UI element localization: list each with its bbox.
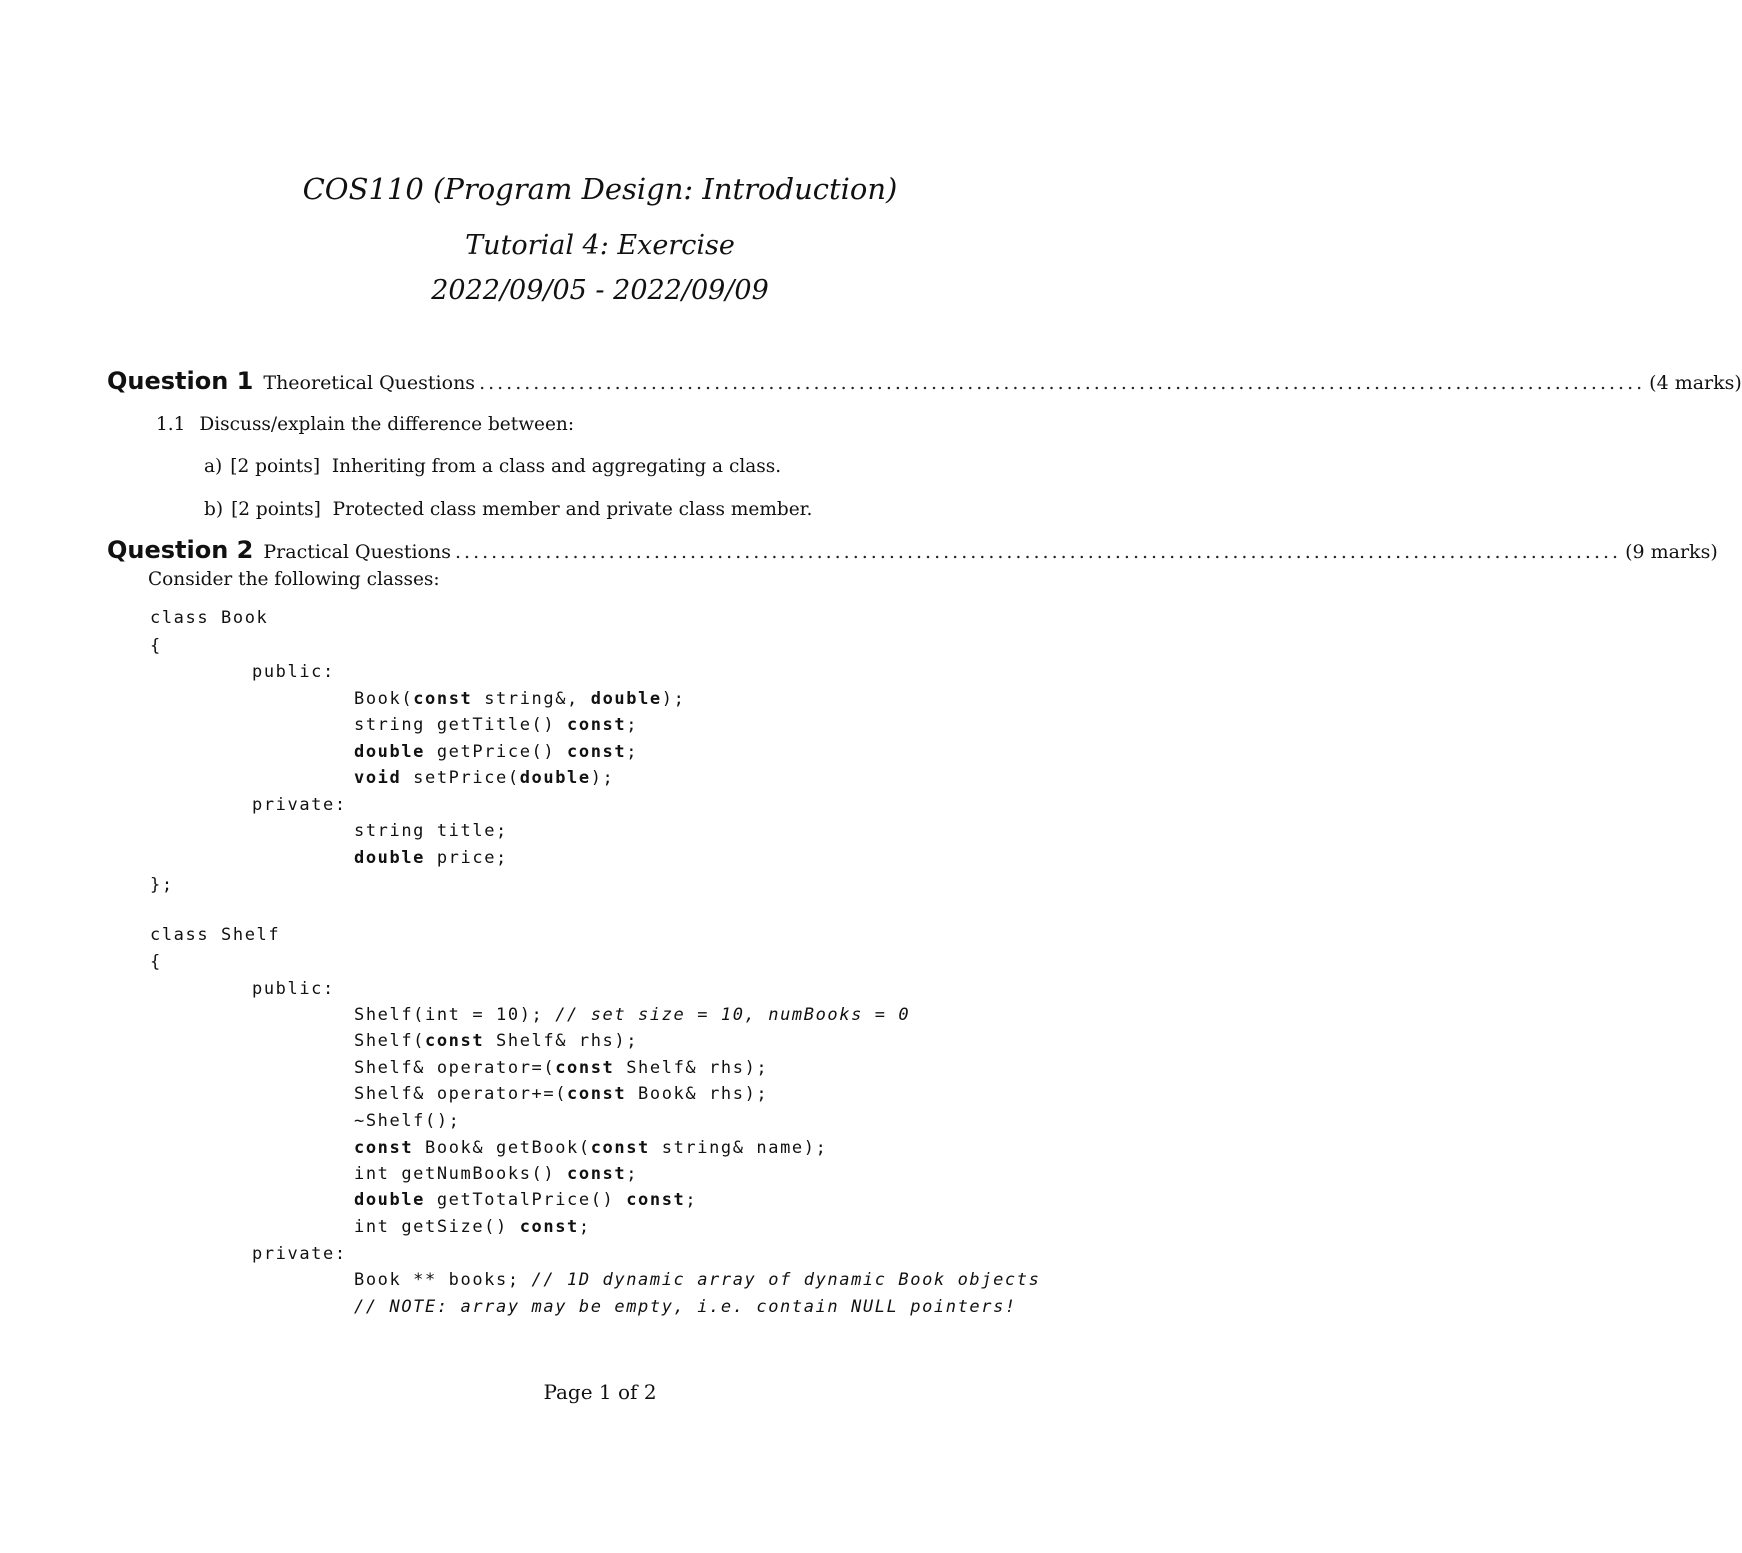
code-line: private:	[252, 1244, 347, 1264]
item-b	[204, 499, 812, 520]
code-line: };	[150, 875, 174, 895]
code-line: // NOTE: array may be empty, i.e. contain NULL pointers!	[354, 1297, 1017, 1317]
code-line: string getTitle() const;	[354, 715, 639, 735]
question-1-heading	[107, 367, 1742, 395]
code-line: {	[150, 952, 162, 972]
item-label: b)	[204, 499, 224, 520]
code-line: Shelf(int = 10); // set size = 10, numBooks = 0	[354, 1005, 911, 1025]
code-line: int getSize() const;	[354, 1217, 591, 1237]
question-1-marks: (4 marks)	[1649, 372, 1742, 394]
code-line: class Shelf	[150, 925, 281, 945]
code-line: ~Shelf();	[354, 1111, 461, 1131]
page-number: Page 1 of 2	[543, 1380, 657, 1404]
code-line: Shelf& operator+=(const Book& rhs);	[354, 1084, 769, 1104]
code-line: int getNumBooks() const;	[354, 1164, 639, 1184]
item-text: [2 points] Inheriting from a class and aggregating a class.	[230, 456, 782, 477]
code-line: string title;	[354, 821, 508, 841]
code-line: double getTotalPrice() const;	[354, 1190, 698, 1210]
question-2-title: Practical Questions	[263, 541, 451, 563]
code-line: double getPrice() const;	[354, 742, 639, 762]
sub-question-text: Discuss/explain the difference between:	[199, 414, 575, 435]
code-line: Book(const string&, double);	[354, 689, 686, 709]
question-2-label: Question 2	[107, 536, 254, 564]
code-line: class Book	[150, 608, 269, 628]
item-label: a)	[204, 456, 223, 477]
course-title: COS110 (Program Design: Introduction)	[302, 172, 898, 206]
code-line: void setPrice(double);	[354, 768, 615, 788]
item-text: [2 points] Protected class member and private class member.	[231, 499, 813, 520]
code-line: Shelf(const Shelf& rhs);	[354, 1031, 639, 1051]
code-line: {	[150, 636, 162, 656]
code-line: private:	[252, 795, 347, 815]
code-line: public:	[252, 662, 335, 682]
code-line: public:	[252, 979, 335, 999]
dot-leader: .................................................................................................................................	[454, 541, 1622, 563]
code-line: const Book& getBook(const string& name);	[354, 1138, 828, 1158]
question-2-intro: Consider the following classes:	[148, 569, 440, 590]
item-a	[204, 456, 781, 477]
question-2-marks: (9 marks)	[1625, 541, 1718, 563]
tutorial-title: Tutorial 4: Exercise	[465, 230, 735, 261]
question-2-heading	[107, 536, 1718, 564]
code-line: Shelf& operator=(const Shelf& rhs);	[354, 1058, 769, 1078]
question-1-label: Question 1	[107, 367, 254, 395]
code-line: double price;	[354, 848, 508, 868]
sub-question-number: 1.1	[156, 414, 186, 435]
sub-question-1-1	[156, 414, 574, 435]
code-line: Book ** books; // 1D dynamic array of dynamic Book objects	[354, 1270, 1041, 1290]
question-1-title: Theoretical Questions	[263, 372, 476, 394]
date-range: 2022/09/05 - 2022/09/09	[431, 275, 769, 306]
dot-leader: .................................................................................................................................	[479, 372, 1646, 394]
